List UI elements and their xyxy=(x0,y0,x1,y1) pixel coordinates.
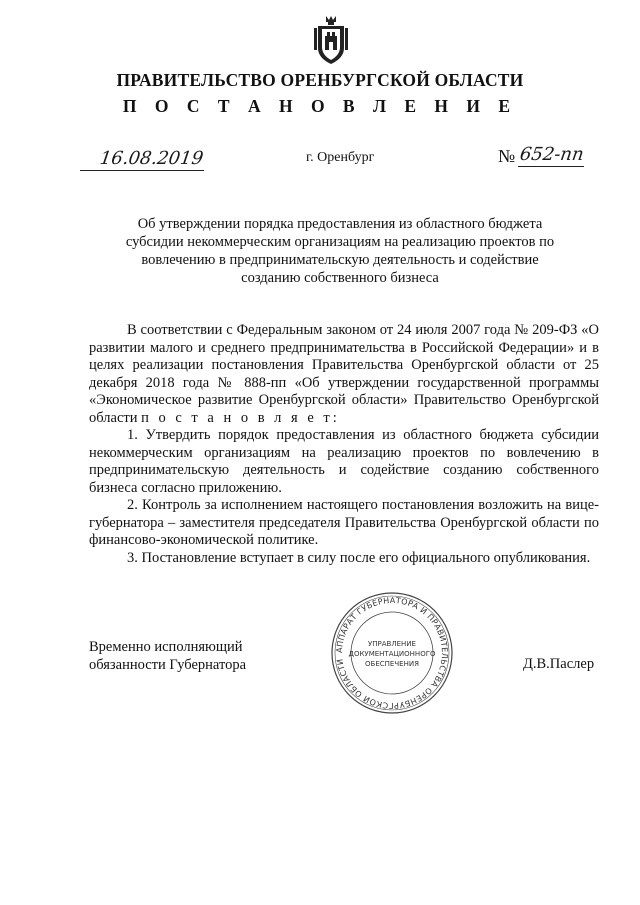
document-city: г. Оренбург xyxy=(306,150,375,165)
document-number: 652-пп xyxy=(518,144,586,165)
government-title: ПРАВИТЕЛЬСТВО ОРЕНБУРГСКОЙ ОБЛАСТИ xyxy=(116,70,524,90)
preamble-paragraph xyxy=(89,322,599,427)
document-type: П О С Т А Н О В Л Е Н И Е xyxy=(122,96,518,116)
document-subject: Об утверждении порядка предоставления из областного бюджета субсидии некоммерческим организациям на реализацию проектов по вовлечению в предпринимательскую деятельность и содействие созданию собственного бизнеса xyxy=(125,216,555,286)
stamp-ring-text: АППАРАТ ГУБЕРНАТОРА И ПРАВИТЕЛЬСТВА ОРЕНБУРГСКОЙ ОБЛАСТИ xyxy=(334,595,450,711)
item-1: 1. Утвердить порядок предоставления из областного бюджета субсидии некоммерческим организациям на реализацию проектов по вовлечению в предпринимательскую деятельность и содействие созданию собственного бизнеса согласно приложению. xyxy=(89,427,599,496)
document-date: 16.08.2019 xyxy=(98,148,205,169)
resolves-text: п о с т а н о в л я е т: xyxy=(141,409,340,426)
number-underline xyxy=(518,166,584,167)
document-body xyxy=(89,322,599,567)
date-underline xyxy=(80,170,204,171)
stamp-line-1: УПРАВЛЕНИЕ xyxy=(368,640,416,648)
stamp-line-3: ОБЕСПЕЧЕНИЯ xyxy=(365,660,419,668)
coat-of-arms-icon xyxy=(312,14,350,66)
number-label: № xyxy=(498,146,516,166)
signatory-position xyxy=(89,638,339,674)
item-3: 3. Постановление вступает в силу после его официального опубликования. xyxy=(127,549,591,566)
position-line-1: Временно исполняющий xyxy=(89,639,243,655)
signatory-name: Д.В.Паслер xyxy=(523,656,595,672)
official-stamp xyxy=(329,590,455,716)
stamp-line-2: ДОКУМЕНТАЦИОННОГО xyxy=(348,650,436,658)
position-line-2: обязанности Губернатора xyxy=(89,657,247,673)
item-2: 2. Контроль за исполнением настоящего постановления возложить на вице-губернатора – заместителя председателя Правительства Оренбургской области по финансово-экономической политике. xyxy=(89,497,599,548)
preamble-text: В соответствии с Федеральным законом от 24 июля 2007 года № 209-ФЗ «О развитии малого и среднего предпринимательства в Российской Федерации» и в целях реализации постановления Правительства Оренбургской области от 25 декабря 2018 года № 888-пп «Об утверждении государственной программы «Экономическое развитие Оренбургской области» Правительство Оренбургской области xyxy=(89,322,599,426)
